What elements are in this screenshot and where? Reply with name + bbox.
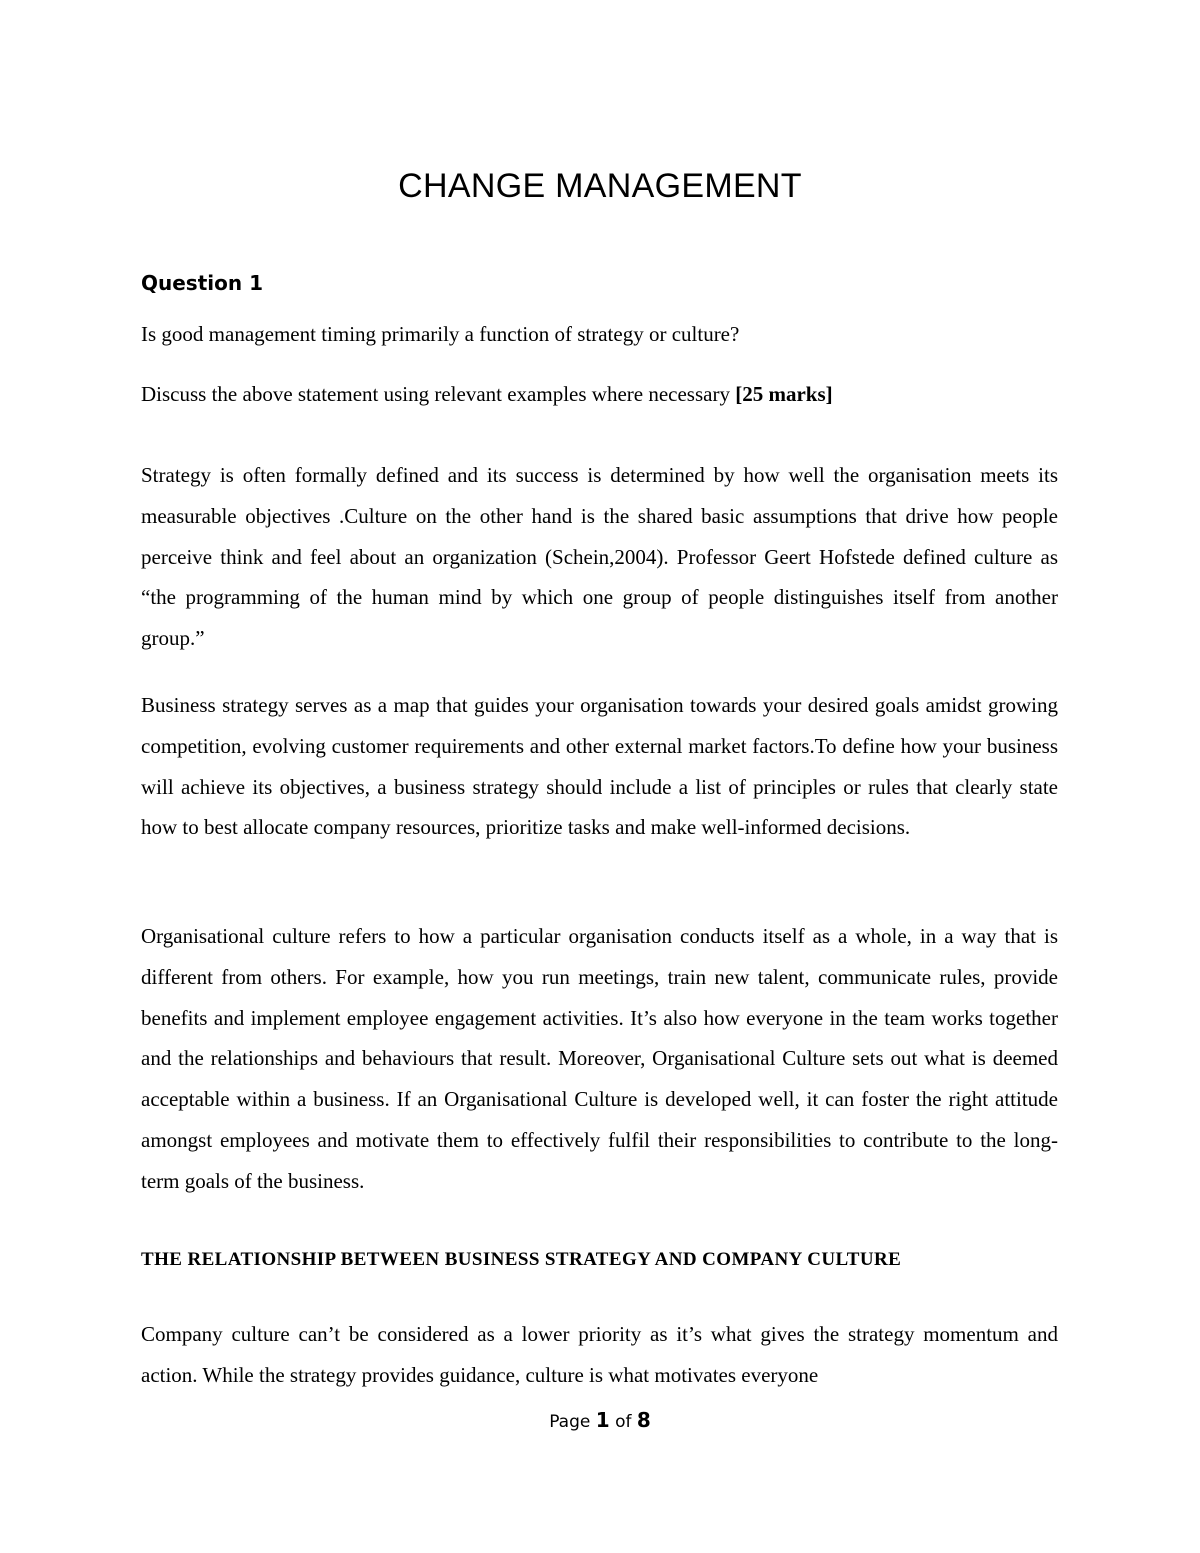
of-word: of: [615, 1412, 632, 1432]
current-page-number: 1: [595, 1408, 610, 1432]
section-heading: THE RELATIONSHIP BETWEEN BUSINESS STRATEGY AND COMPANY CULTURE: [141, 1249, 902, 1270]
paragraph-relationship: Company culture can’t be considered as a lower priority as it’s what gives the strategy momentum and action. While the strategy provides guidance, culture is what motivates everyone: [141, 1322, 1058, 1387]
instruction-text: Discuss the above statement using relevant examples where necessary: [141, 382, 736, 406]
total-page-count: 8: [636, 1408, 651, 1432]
document-title: CHANGE MANAGEMENT: [398, 167, 802, 205]
instruction-line: [141, 379, 833, 409]
page-footer: [0, 1405, 1200, 1437]
marks-label: [25 marks]: [735, 382, 833, 406]
page-word: Page: [549, 1412, 591, 1432]
question-heading: Question 1: [141, 271, 263, 295]
question-text: Is good management timing primarily a function of strategy or culture?: [141, 322, 740, 346]
paragraph-strategy-culture-definitions: Strategy is often formally defined and its success is determined by how well the organisation meets its measurable objectives .Culture on the other hand is the shared basic assumptions that drive how people perceive think and feel about an organization (Schein,2004). Professor Geert Hofstede defined culture as “the programming of the human mind by which one group of people distinguishes itself from another group.”: [141, 463, 1058, 651]
paragraph-organisational-culture: Organisational culture refers to how a particular organisation conducts itself as a whole, in a way that is different from others. For example, how you run meetings, train new talent, communicate rules, provide benefits and implement employee engagement activities. It’s also how everyone in the team works together and the relationships and behaviours that result. Moreover, Organisational Culture sets out what is deemed acceptable within a business. If an Organisational Culture is developed well, it can foster the right attitude amongst employees and motivate them to effectively fulfil their responsibilities to contribute to the long-term goals of the business.: [141, 924, 1058, 1193]
paragraph-business-strategy: Business strategy serves as a map that guides your organisation towards your desired goals amidst growing competition, evolving customer requirements and other external market factors.To define how your business will achieve its objectives, a business strategy should include a list of principles or rules that clearly state how to best allocate company resources, prioritize tasks and make well-informed decisions.: [141, 693, 1058, 840]
